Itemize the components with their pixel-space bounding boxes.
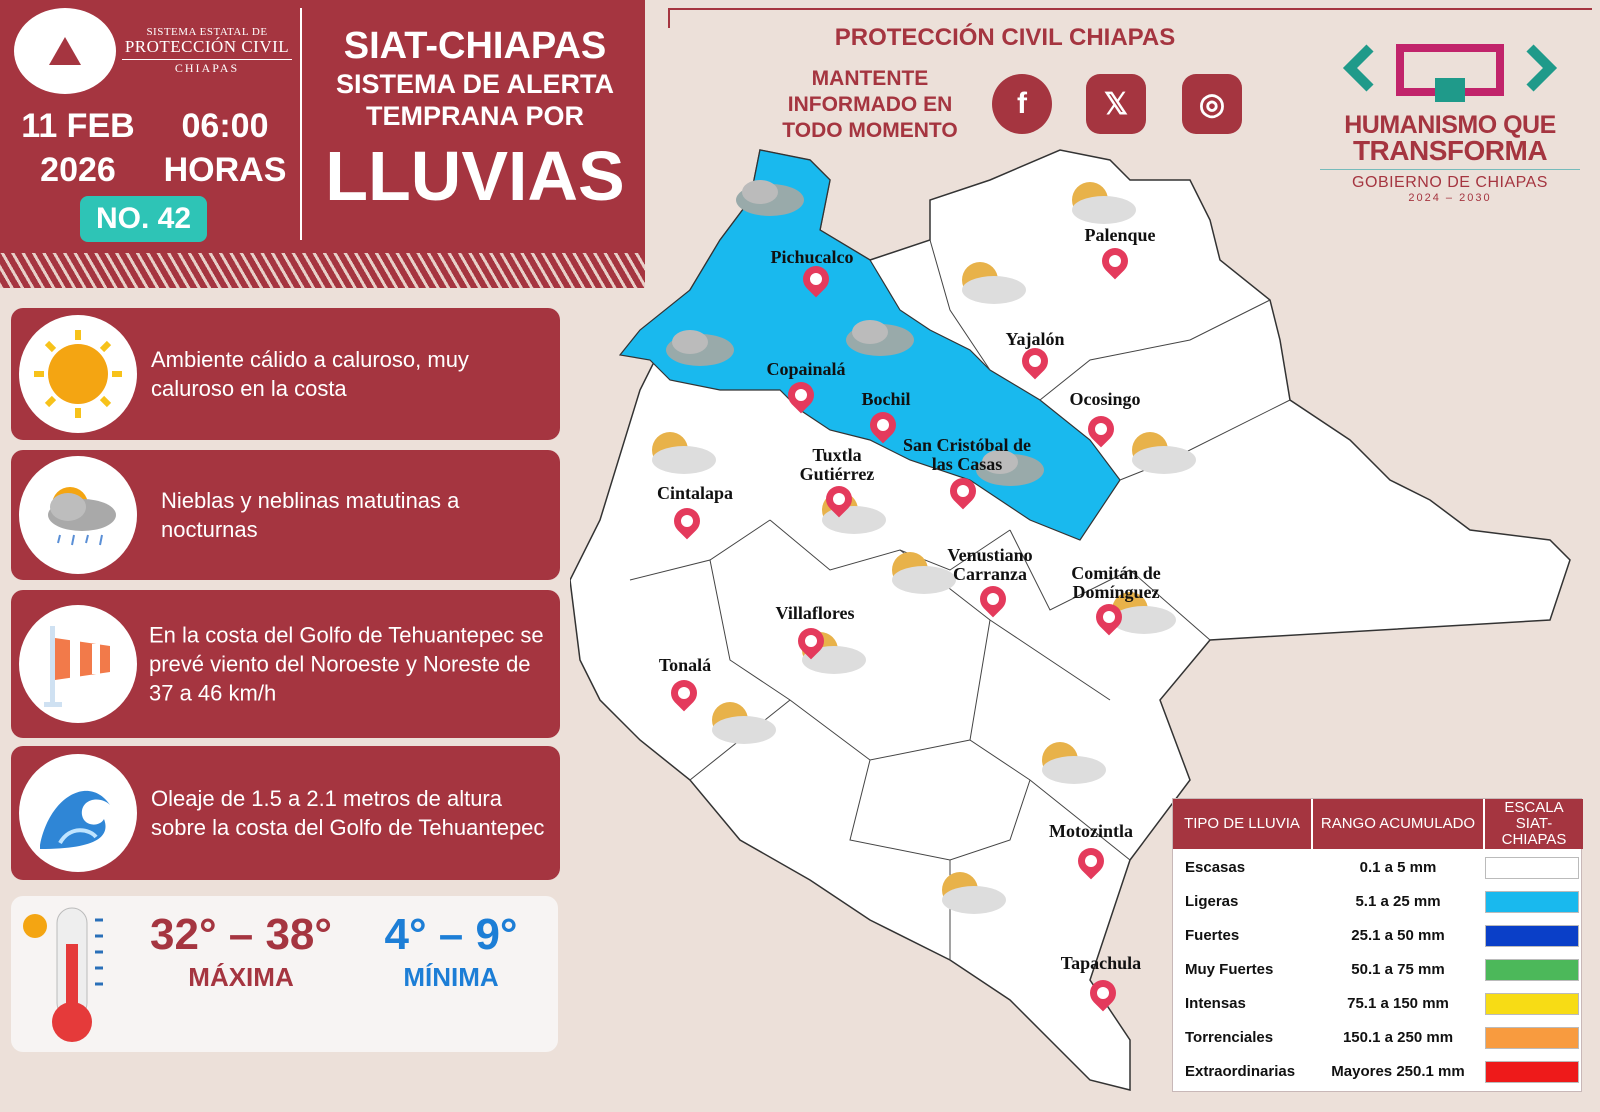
gov-emblem-icon [1340,28,1560,108]
org-line2: PROTECCIÓN CIVIL [122,38,292,60]
subtitle-line2: TEMPRANA POR [365,101,584,131]
min-temp-label: MÍNIMA [403,962,499,992]
legend-rain-range: Mayores 250.1 mm [1331,1063,1465,1080]
legend-row [1173,885,1583,919]
max-temp-range: 32° – 38° [150,910,332,959]
legend-header-type: TIPO DE LLUVIA [1173,799,1311,849]
legend-header-range: RANGO ACUMULADO [1313,799,1483,849]
legend-row [1173,919,1583,953]
city-label: San Cristóbal de las Casas [902,435,1032,474]
top-rule [668,8,1592,10]
legend-rain-range: 150.1 a 250 mm [1342,1029,1454,1046]
legend-rain-type: Fuertes [1185,927,1240,944]
condition-text: Ambiente cálido a caluroso, muy caluroso en la costa [151,347,469,401]
legend-rain-type: Intensas [1185,995,1246,1012]
facebook-icon[interactable]: f [992,74,1052,134]
legend-row [1173,1055,1583,1089]
org-line3: CHIAPAS [174,60,240,75]
temperature-panel [11,896,558,1052]
legend-header-scale: ESCALA SIAT-CHIAPAS [1485,799,1583,849]
legend-rain-type: Torrenciales [1185,1029,1274,1046]
city-label: Tapachula [1060,953,1142,973]
legend-row [1173,953,1583,987]
hazard-title: LLUVIAS [325,137,625,215]
city-label: Tonalá [658,655,712,675]
condition-card-waves [11,746,560,880]
min-temp-range: 4° – 9° [384,910,518,959]
corner-rule [668,8,670,28]
condition-card-fog [11,450,560,580]
slogan-line1: HUMANISMO QUE [1344,111,1556,139]
city-label: Comitán de Domínguez [1071,563,1161,602]
condition-card-wind [11,590,560,738]
city-label: Palenque [1084,225,1156,245]
proteccion-civil-logo [14,8,116,94]
fog-rain-cloud-icon [19,456,137,574]
city-label: Bochil [861,389,911,409]
city-label: Yajalón [1005,329,1065,349]
legend-color-swatch [1485,993,1579,1015]
legend-rain-type: Muy Fuertes [1185,961,1274,978]
city-label: Ocosingo [1069,389,1141,409]
legend-rain-type: Extraordinarias [1185,1063,1296,1080]
legend-rain-range: 75.1 a 150 mm [1347,995,1449,1012]
city-label: Tuxtla Gutiérrez [799,445,875,484]
legend-rain-range: 0.1 a 5 mm [1359,859,1437,876]
legend-row [1173,987,1583,1021]
legend-color-swatch [1485,1061,1579,1083]
max-temp-label: MÁXIMA [188,962,294,992]
legend-rain-type: Ligeras [1185,893,1239,910]
city-label: Motozintla [1049,821,1133,841]
legend-color-swatch [1485,1027,1579,1049]
contact-tagline: MANTENTE INFORMADO EN TODO MOMENTO [782,67,958,142]
gov-period: 2024 – 2030 [1408,192,1492,204]
bulletin-number-badge: NO. 42 [80,196,207,242]
time-unit: HORAS [163,151,287,189]
organization-name [122,26,292,75]
gov-entity: GOBIERNO DE CHIAPAS [1320,169,1580,192]
legend-rain-range: 50.1 a 75 mm [1351,961,1445,978]
legend-rain-range: 25.1 a 50 mm [1351,927,1445,944]
bulletin-time [152,104,298,192]
decorative-pattern [0,250,645,288]
condition-text: Nieblas y neblinas matutinas a nocturnas [161,488,460,542]
legend-color-swatch [1485,925,1579,947]
legend-rain-range: 5.1 a 25 mm [1355,893,1441,910]
bulletin-date [8,104,148,192]
subtitle-line1: SISTEMA DE ALERTA [335,69,614,99]
legend-row [1173,851,1583,885]
condition-text: Oleaje de 1.5 a 2.1 metros de altura sobre la costa del Golfo de Tehuantepec [151,786,545,840]
legend-row [1173,1021,1583,1055]
city-label: Copainalá [766,359,846,379]
wave-icon [19,754,137,872]
legend-color-swatch [1485,959,1579,981]
city-label: Villaflores [775,603,855,623]
triangle-icon [49,37,81,65]
legend-rain-type: Escasas [1185,859,1246,876]
org-line1: SISTEMA ESTATAL DE [146,26,268,38]
rain-legend [1172,798,1582,1092]
date-day: 11 FEB [21,107,135,145]
legend-color-swatch [1485,857,1579,879]
x-icon[interactable]: 𝕏 [1086,74,1146,134]
windsock-icon [19,605,137,723]
thermometer-icon [17,904,117,1046]
condition-card-heat [11,308,560,440]
sun-icon [19,315,137,433]
city-label: Cintalapa [656,483,734,503]
city-label: Venustiano Carranza [947,545,1033,584]
contact-title: PROTECCIÓN CIVIL CHIAPAS [834,24,1176,51]
instagram-icon[interactable]: ◎ [1182,74,1242,134]
condition-text: En la costa del Golfo de Tehuantepec se prevé viento del Noroeste y Noreste de 37 a 46 km/h [149,622,544,706]
city-label: Pichucalco [770,247,854,267]
slogan-line2: TRANSFORMA [1352,135,1548,166]
legend-color-swatch [1485,891,1579,913]
header-divider [300,8,302,240]
system-title: SIAT-CHIAPAS [343,25,607,67]
date-year: 2026 [40,151,116,189]
time-value: 06:00 [181,107,269,145]
